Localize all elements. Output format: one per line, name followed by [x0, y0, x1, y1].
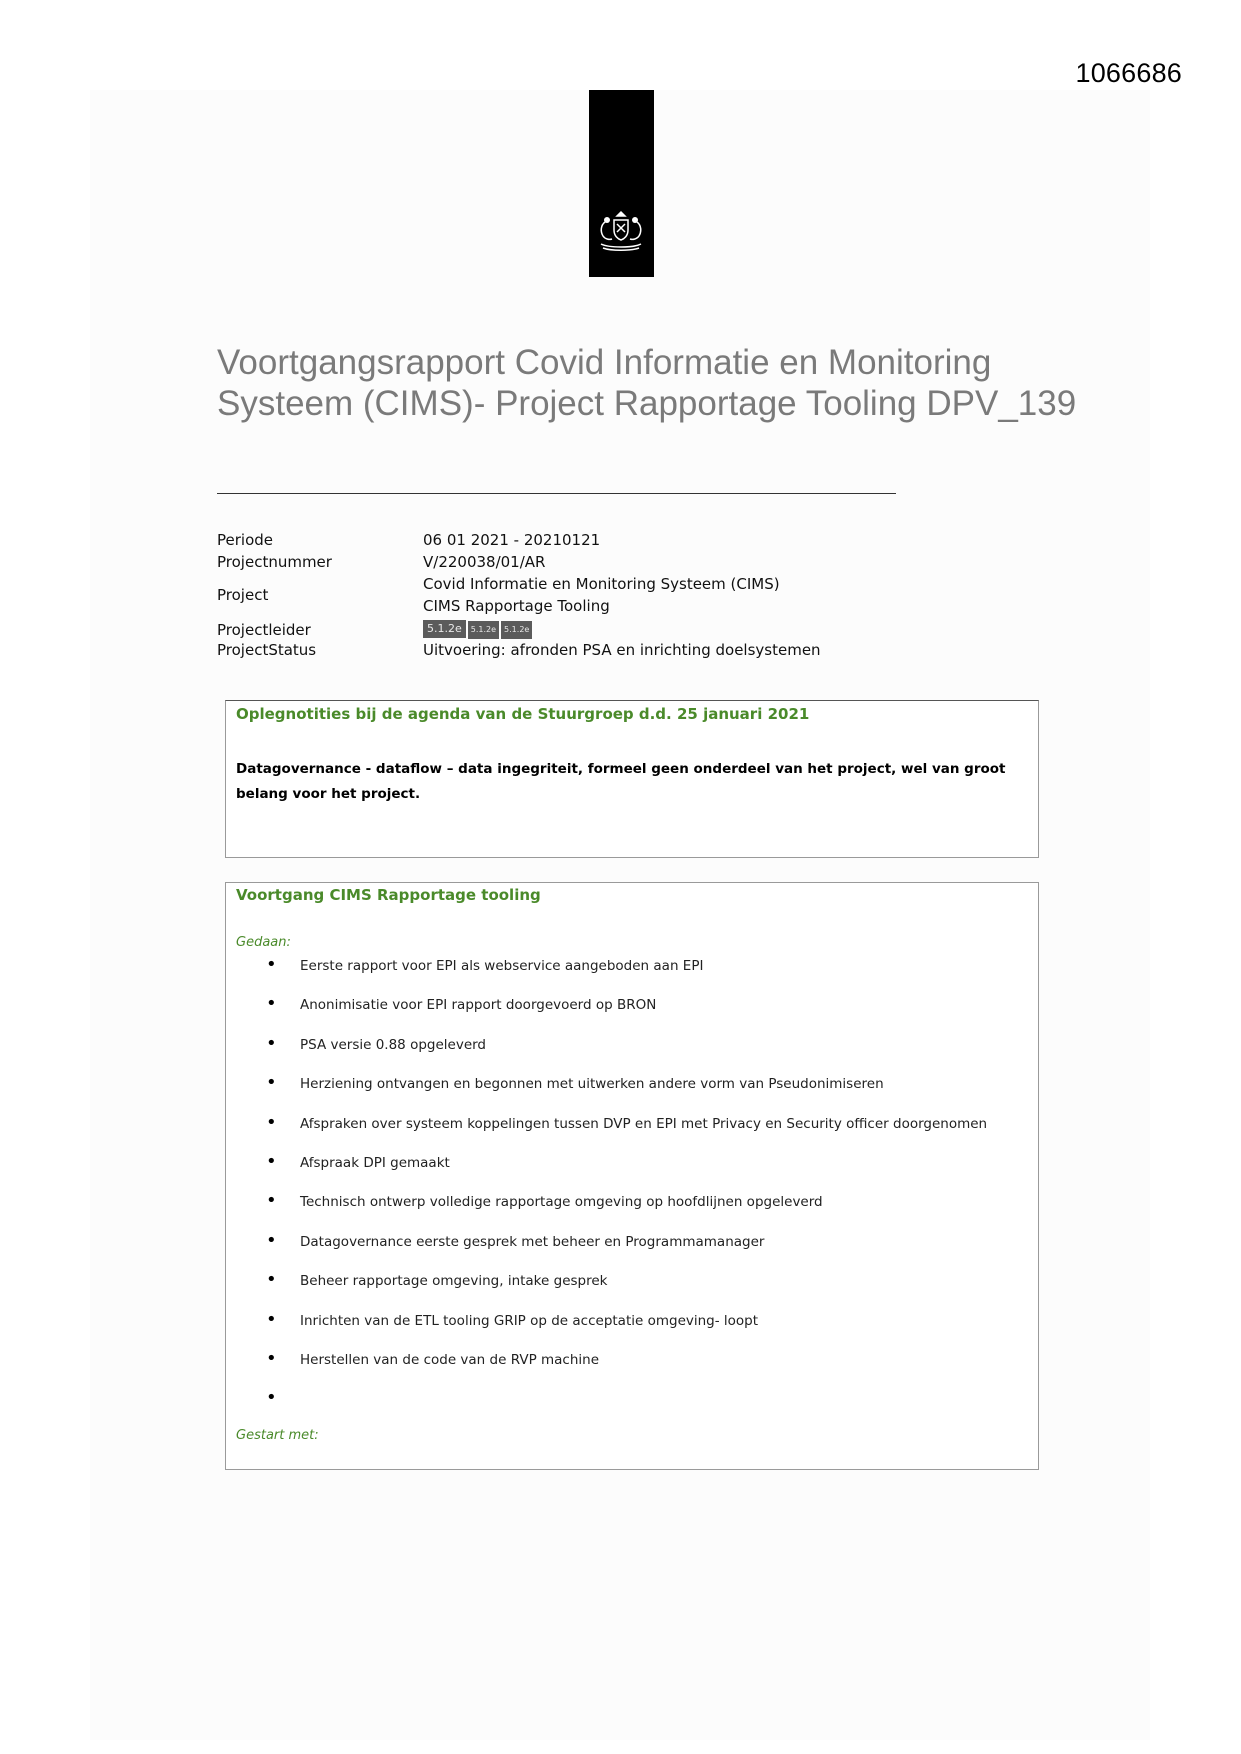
list-item: • Beheer rapportage omgeving, intake gesprek: [266, 1269, 608, 1291]
list-item: • PSA versie 0.88 opgeleverd: [266, 1032, 487, 1054]
bullet-icon: •: [266, 1308, 277, 1330]
list-item: • Herstellen van de code van de RVP machine: [266, 1347, 600, 1369]
bullet-icon: •: [266, 993, 277, 1015]
agenda-notes-text: Datagovernance - dataflow – data ingegriteit, formeel geen onderdeel van het project, wel van groot belang voor het project.: [236, 761, 1006, 802]
projectstatus-label: ProjectStatus: [217, 641, 317, 659]
list-item: • Anonimisatie voor EPI rapport doorgevoerd op BRON: [266, 993, 657, 1015]
list-item: • Inrichten van de ETL tooling GRIP op de acceptatie omgeving- loopt: [266, 1308, 759, 1330]
coat-of-arms-icon: [595, 208, 648, 256]
done-list: [226, 954, 1026, 1431]
list-item: [226, 1387, 1026, 1430]
bullet-icon: •: [266, 1229, 277, 1251]
projectnummer-label: Projectnummer: [217, 553, 332, 571]
started-label: Gestart met:: [236, 1428, 319, 1443]
government-logo: [589, 90, 654, 277]
redaction-badge: 5.1.2e: [501, 621, 532, 639]
agenda-notes-title: Oplegnotities bij de agenda van de Stuurgroep d.d. 25 januari 2021: [236, 705, 810, 723]
list-item: • Herziening ontvangen en begonnen met uitwerken andere vorm van Pseudonimiseren: [266, 1072, 884, 1094]
title-divider: [217, 493, 896, 494]
projectnummer-value: V/220038/01/AR: [423, 553, 546, 571]
periode-value: 06 01 2021 - 20210121: [423, 531, 601, 549]
bullet-icon: •: [266, 954, 277, 975]
document-number: 1066686: [1075, 58, 1182, 88]
bullet-icon: •: [266, 1072, 277, 1094]
project-value-line2: CIMS Rapportage Tooling: [423, 597, 610, 615]
project-label: Project: [217, 586, 269, 604]
progress-title: Voortgang CIMS Rapportage tooling: [236, 886, 541, 904]
bullet-icon: •: [266, 1111, 277, 1133]
bullet-icon: •: [266, 1387, 277, 1409]
done-label: Gedaan:: [236, 935, 291, 950]
projectstatus-value: Uitvoering: afronden PSA en inrichting doelsystemen: [423, 641, 821, 659]
bullet-icon: •: [266, 1269, 277, 1291]
list-item: • Technisch ontwerp volledige rapportage omgeving op hoofdlijnen opgeleverd: [266, 1190, 823, 1212]
bullet-icon: •: [266, 1347, 277, 1369]
list-item: • Afspraak DPI gemaakt: [266, 1150, 450, 1172]
list-item: • Eerste rapport voor EPI als webservice aangeboden aan EPI: [266, 954, 704, 975]
document-title: Voortgangsrapport Covid Informatie en Monitoring Systeem (CIMS)- Project Rapportage Tooling DPV_139: [217, 343, 1077, 423]
project-value-line1: Covid Informatie en Monitoring Systeem (CIMS): [423, 575, 780, 593]
redaction-badge: 5.1.2e: [468, 621, 499, 639]
projectleider-label: Projectleider: [217, 621, 311, 639]
agenda-notes-box: [225, 700, 1039, 858]
projectleider-redactions: [423, 618, 534, 639]
list-item: • Datagovernance eerste gesprek met beheer en Programmamanager: [266, 1229, 765, 1251]
periode-label: Periode: [217, 531, 274, 549]
bullet-icon: •: [266, 1150, 277, 1172]
bullet-icon: •: [266, 1032, 277, 1054]
progress-box: [225, 882, 1039, 1470]
list-item: • Afspraken over systeem koppelingen tussen DVP en EPI met Privacy en Security officer doorgenomen: [266, 1111, 988, 1133]
bullet-icon: •: [266, 1190, 277, 1212]
redaction-badge: 5.1.2e: [423, 620, 466, 638]
